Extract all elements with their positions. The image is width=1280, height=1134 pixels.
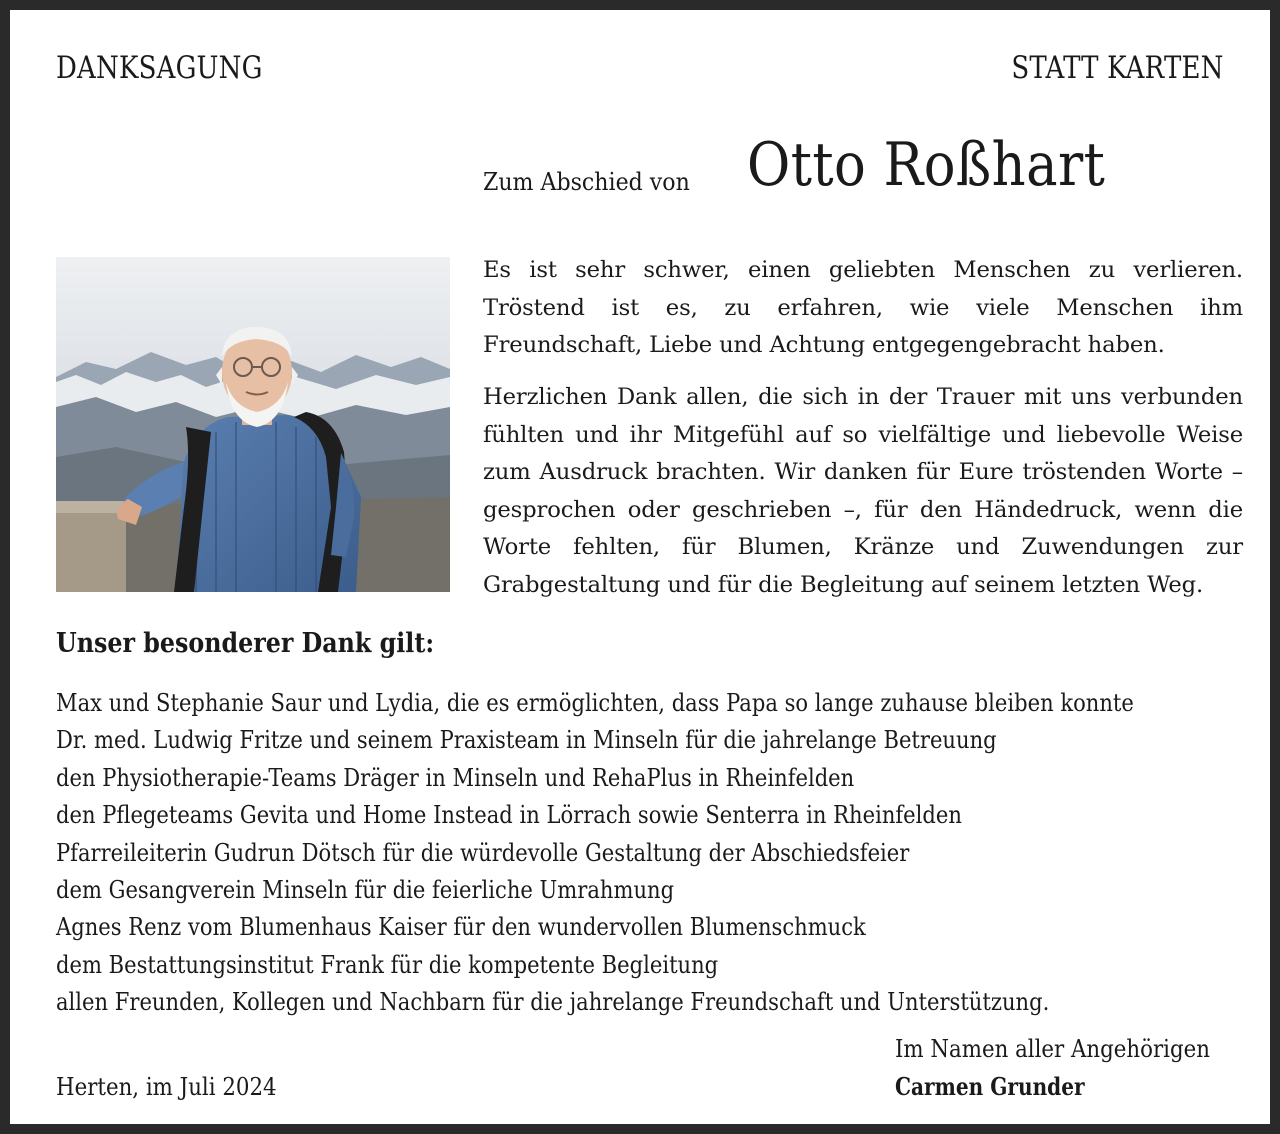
list-item: dem Gesangverein Minseln für die feierliche Umrahmung [56, 875, 675, 905]
place-date: Herten, im Juli 2024 [56, 1072, 277, 1101]
signature-intro: Im Namen aller Angehörigen [895, 1034, 1210, 1063]
deceased-name: Otto Roßhart [747, 130, 1106, 200]
list-item: Pfarreileiterin Gudrun Dötsch für die würdevolle Gestaltung der Abschiedsfeier [56, 837, 910, 867]
header-left-title: DANKSAGUNG [56, 50, 263, 86]
portrait-photo [56, 257, 450, 592]
list-item: Agnes Renz vom Blumenhaus Kaiser für den wundervollen Blumenschmuck [56, 912, 866, 942]
list-item: Max und Stephanie Saur und Lydia, die es ermöglichten, dass Papa so lange zuhause bleiben konnte [56, 688, 1134, 717]
list-item: den Physiotherapie-Teams Dräger in Minseln und RehaPlus in Rheinfelden [56, 762, 855, 792]
farewell-intro: Zum Abschied von [483, 168, 690, 196]
list-item: den Pflegeteams Gevita und Home Instead in Lörrach sowie Senterra in Rheinfelden [56, 800, 962, 830]
special-thanks-list [56, 684, 1280, 1021]
special-thanks-heading: Unser besonderer Dank gilt: [56, 628, 435, 659]
header-right-title: STATT KARTEN [1011, 50, 1224, 86]
list-item: dem Bestattungsinstitut Frank für die kompetente Begleitung [56, 949, 719, 979]
list-item: allen Freunden, Kollegen und Nachbarn für die jahrelange Freundschaft und Unterstützung. [56, 987, 1050, 1017]
signature-name: Carmen Grunder [895, 1072, 1085, 1101]
intro-paragraph: Es ist sehr schwer, einen geliebten Menschen zu verlieren. Tröstend ist es, zu erfahren, wie viele Menschen ihm Freundschaft, Liebe und Achtung entgegengebracht haben. [483, 257, 1243, 358]
gratitude-paragraph: Herzlichen Dank allen, die sich in der Trauer mit uns verbunden fühlten und ihr Mitgefühl auf so vielfältige und liebevolle Weise zum Ausdruck brachten. Wir danken für Eure tröstenden Worte – gesprochen oder geschrieben –, für den Händedruck, wenn die Worte fehlten, für Blumen, Kränze und Zuwendungen zur Grabgestaltung und für die Begleitung auf seinem letzten Weg. [483, 384, 1243, 598]
list-item: Dr. med. Ludwig Fritze und seinem Praxisteam in Minseln für die jahrelange Betreuung [56, 725, 997, 755]
